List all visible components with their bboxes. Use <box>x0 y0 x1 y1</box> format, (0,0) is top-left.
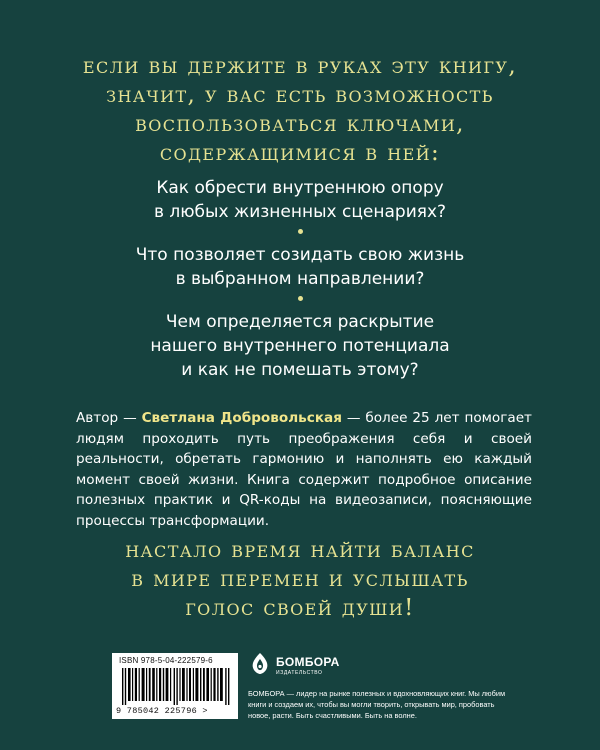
barcode-number: 9 785042 225796 > <box>116 706 208 716</box>
author-name: Светлана Добровольская <box>141 410 342 426</box>
barcode-icon <box>122 668 230 705</box>
outro-line: в мире перемен и услышать <box>131 566 469 592</box>
question-line: Что позволяет созидать свою жизнь <box>135 245 465 265</box>
barcode-block <box>112 653 238 719</box>
isbn-label: ISBN 978-5-04-222579-6 <box>119 656 213 665</box>
bullet-dot <box>298 296 303 301</box>
publisher-description: БОМБОРА — лидер на рынке полезных и вдохновляющих книг. Мы любим книги и создаем их, чтобы вы могли творить, открывать мир, пробовать новое, расти. Быть счастливыми. Быть на волне. <box>248 689 506 720</box>
intro-line: воспользоваться ключами, <box>135 111 465 137</box>
question-line: Как обрести внутреннюю опору <box>156 178 444 198</box>
intro-line: если вы держите в руках эту книгу, <box>82 53 518 79</box>
bullet-dot <box>298 229 303 234</box>
question-line: в выбранном направлении? <box>175 269 425 289</box>
intro-heading <box>40 52 560 168</box>
author-description <box>76 408 532 531</box>
author-prefix: Автор — <box>76 410 142 426</box>
outro-heading <box>40 536 560 623</box>
intro-line: значит, у вас есть возможность <box>106 82 494 108</box>
question-line: и как не помешать этому? <box>181 360 419 380</box>
bombora-logo-icon <box>248 651 272 677</box>
publisher-subtitle: ИЗДАТЕЛЬСТВО <box>276 670 323 676</box>
question-item <box>60 310 540 382</box>
question-line: в любых жизненных сценариях? <box>153 202 447 222</box>
intro-line: содержащимися в ней: <box>159 140 441 166</box>
publisher-logo-block <box>248 651 508 691</box>
question-item <box>60 176 540 224</box>
outro-line: настало время найти баланс <box>125 537 475 563</box>
question-item <box>60 243 540 291</box>
question-list <box>60 176 540 382</box>
question-line: нашего внутреннего потенциала <box>150 336 450 356</box>
author-text: — более 25 лет помогает людям проходить путь преображения себя и своей реальности, обретать гармонию и наполнять ею каждый момент своей жизни. Книга содержит подробное описание полезных практик и QR-коды на видеозаписи, поясняющие процессы трансформации. <box>76 410 532 529</box>
outro-line: голос своей души! <box>185 595 415 621</box>
question-line: Чем определяется раскрытие <box>165 312 435 332</box>
publisher-name: БОМБОРА <box>276 655 340 669</box>
